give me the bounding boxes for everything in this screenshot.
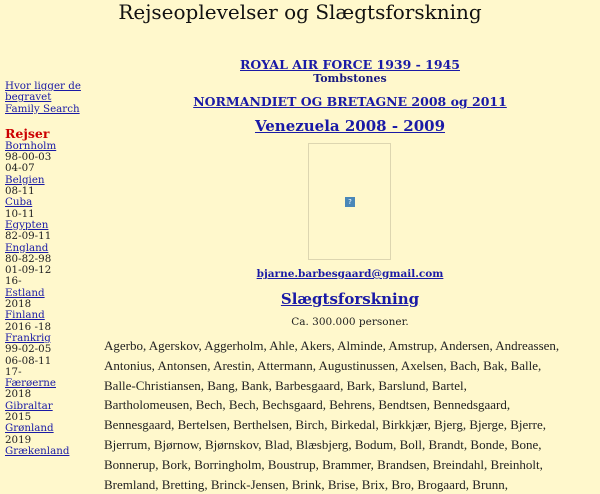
link-venezuela[interactable]: Venezuela 2008 - 2009 xyxy=(254,117,446,135)
sidebar xyxy=(5,81,100,457)
travel-link[interactable]: Grønland xyxy=(5,422,54,435)
broken-image-icon: ? xyxy=(345,197,355,207)
travel-years: 2018 xyxy=(5,298,32,311)
link-royal-air-force[interactable]: ROYAL AIR FORCE 1939 - 1945 xyxy=(240,57,460,72)
surname-line: Antonius, Antonsen, Arestin, Attermann, Augustinussen, Axelsen, Bach, Bak, Balle, xyxy=(104,357,542,373)
travel-link[interactable]: Finland xyxy=(5,309,45,322)
email-link[interactable]: bjarne.barbesgaard@gmail.com xyxy=(256,268,444,280)
surname-line: Bjerrum, Bjørnow, Bjørnskov, Blad, Blæsbjerg, Bodum, Boll, Brandt, Bonde, Bone, xyxy=(104,436,542,452)
link-family-search[interactable]: Family Search xyxy=(5,102,80,115)
travel-years: 16- xyxy=(5,275,22,288)
travel-years: 2015 xyxy=(5,411,32,424)
travel-years: 01-09-12 xyxy=(5,264,52,277)
travel-link[interactable]: Belgien xyxy=(5,173,45,186)
broken-image xyxy=(308,143,391,260)
surname-line: Bennesgaard, Bertelsen, Berthelsen, Birch, Birkedal, Birkkjær, Bjerg, Bjerge, Bjerre, xyxy=(104,417,546,433)
surname-line: Bartholomeusen, Bech, Bech, Bechsgaard, Behrens, Bendtsen, Bennedsgaard, xyxy=(104,397,511,413)
link-begravet[interactable]: begravet xyxy=(5,91,52,104)
link-hvor-ligger-de[interactable]: Hvor ligger de xyxy=(5,80,81,92)
travel-link[interactable]: Estland xyxy=(5,286,45,299)
travel-list xyxy=(5,141,100,457)
travel-years: 82-09-11 xyxy=(5,230,52,243)
travel-link[interactable]: England xyxy=(5,241,49,254)
surname-line: Bonnerup, Bork, Borringholm, Boustrup, Brammer, Brandsen, Breindahl, Breinholt, xyxy=(104,456,543,472)
surname-line: Agerbo, Agerskov, Aggerholm, Ahle, Akers, Alminde, Amstrup, Andersen, Andreassen, xyxy=(104,338,560,353)
travel-link[interactable]: Frankrig xyxy=(5,331,51,344)
tombstones-subtitle: Tombstones xyxy=(313,72,387,85)
section-title-rejser: Rejser xyxy=(5,125,50,141)
travel-years: 06-08-11 xyxy=(5,354,52,367)
travel-years: 17- xyxy=(5,365,22,378)
site-title: Rejseoplevelser og Slægtsforskning xyxy=(118,0,482,24)
travel-years: 2018 xyxy=(5,388,32,401)
travel-link[interactable]: Færøerne xyxy=(5,377,56,390)
link-normandiet-bretagne[interactable]: NORMANDIET OG BRETAGNE 2008 og 2011 xyxy=(193,94,507,109)
travel-years: 08-11 xyxy=(5,185,35,198)
travel-years: 2016 -18 xyxy=(5,320,52,333)
travel-years: 80-82-98 xyxy=(5,252,52,265)
person-count: Ca. 300.000 personer. xyxy=(291,316,409,328)
surname-line: Bremland, Bretting, Brinck-Jensen, Brink, Brise, Brix, Bro, Brogaard, Brunn, xyxy=(104,476,509,492)
travel-years: 10-11 xyxy=(5,207,35,220)
travel-years: 2019 xyxy=(5,433,32,446)
travel-link[interactable]: Cuba xyxy=(5,196,33,209)
travel-years: 98-00-03 xyxy=(5,151,52,164)
travel-years: 99-02-05 xyxy=(5,343,52,356)
travel-link[interactable]: Gibraltar xyxy=(5,399,53,412)
travel-link[interactable]: Bornholm xyxy=(5,139,57,152)
travel-link[interactable]: Grækenland xyxy=(5,444,70,457)
link-slaegtsforskning[interactable]: Slægtsforskning xyxy=(280,290,420,308)
surname-list xyxy=(104,336,598,494)
travel-link[interactable]: Egypten xyxy=(5,218,49,231)
travel-years: 04-07 xyxy=(5,162,35,175)
surname-line: Balle-Christiansen, Bang, Bank, Barbesgaard, Bark, Barslund, Bartel, xyxy=(104,377,467,393)
